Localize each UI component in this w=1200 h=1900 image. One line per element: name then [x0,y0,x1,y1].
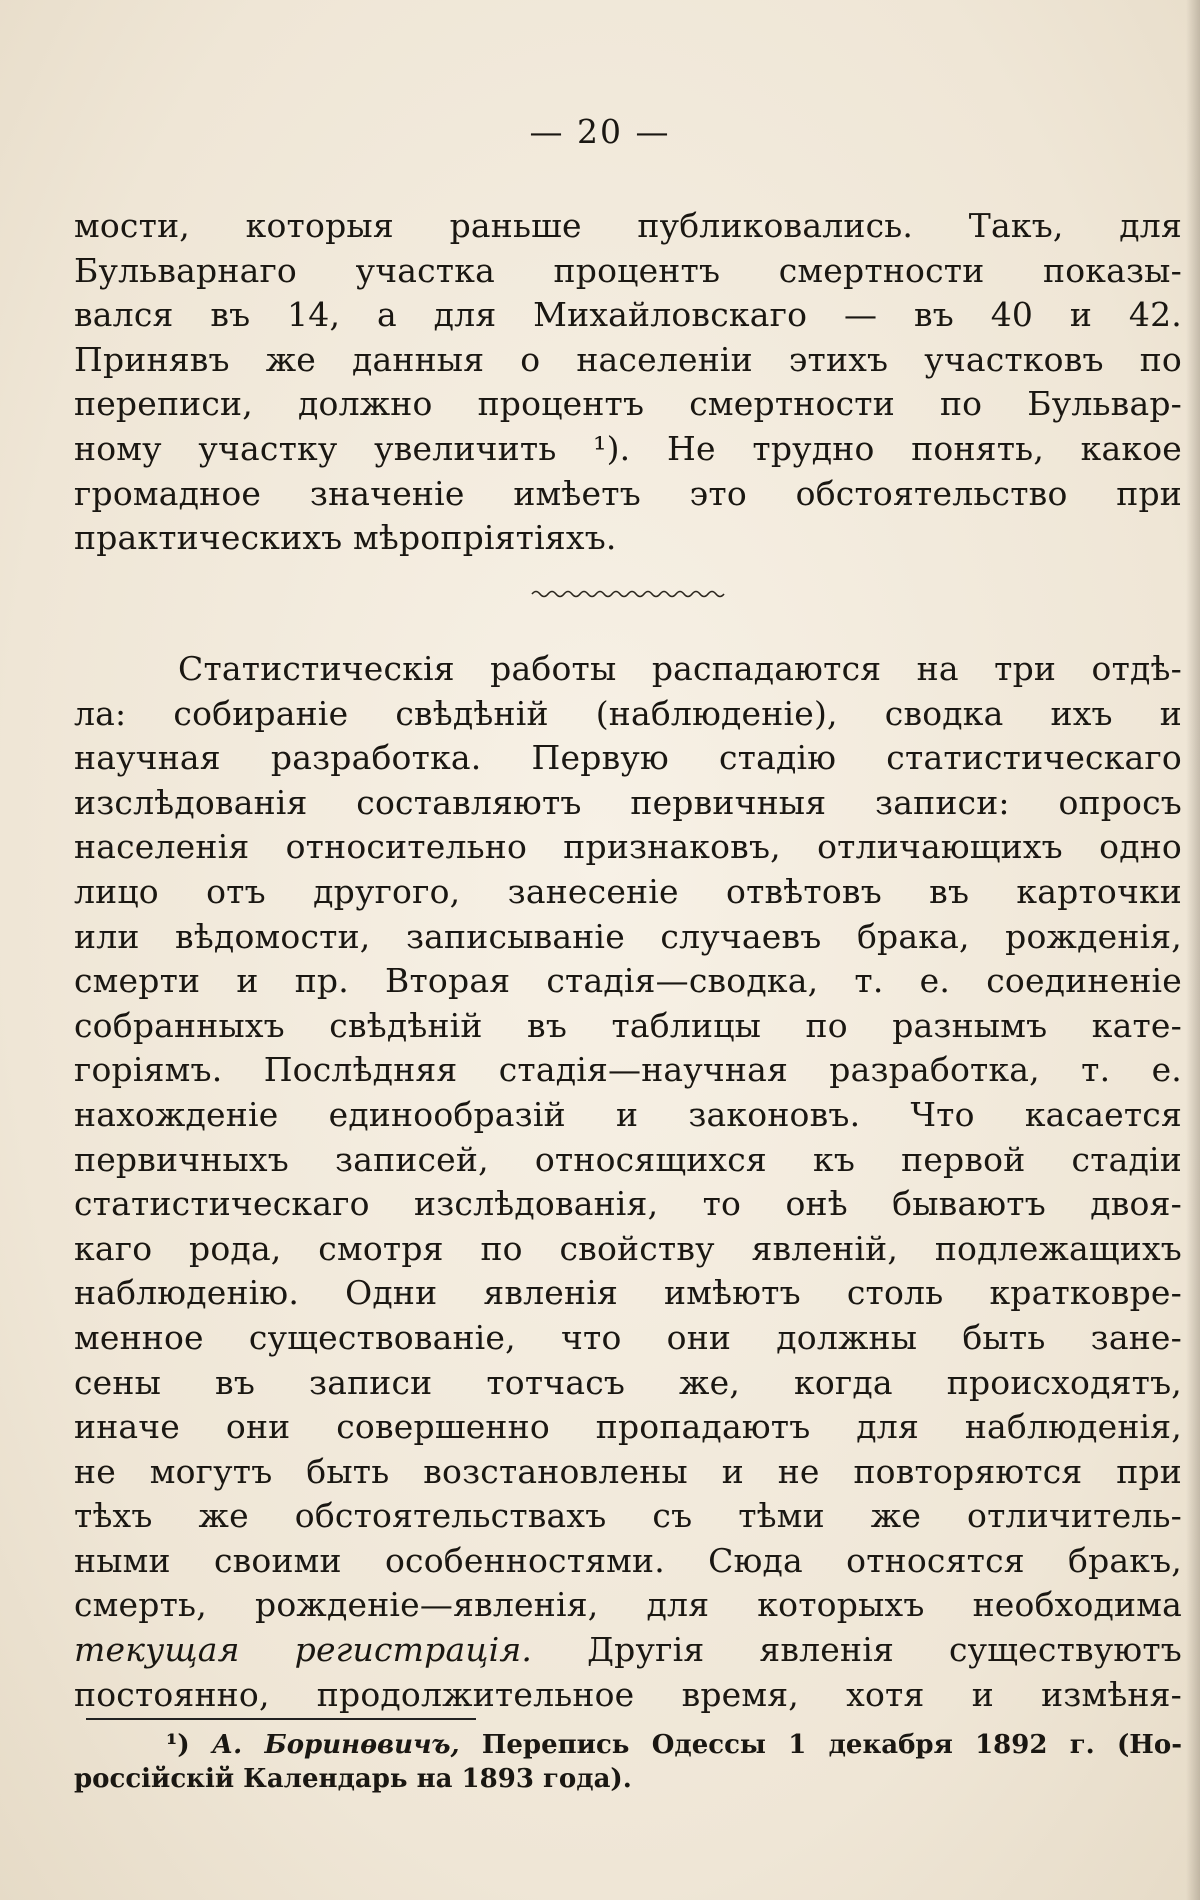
text-line: вался въ 14, а для Михайловскаго — въ 40 и 42. [74,295,1182,335]
text-line: переписи, должно процентъ смертности по Бульвар- [74,384,1182,424]
text-line: или вѣдомости, записываніе случаевъ брака, рожденія, [74,916,1182,956]
text-line: практическихъ мѣропріятіяхъ. [74,518,617,558]
footnote-rule [86,1718,476,1720]
page-edge-shadow [1186,0,1200,1900]
paragraph-1 [74,204,1182,561]
text-line: Статистическія работы распадаются на три отдѣ- [178,649,1182,688]
paragraph-2 [74,647,1182,1717]
text-line: каго рода, смотря по свойству явленій, подлежащихъ [74,1228,1182,1268]
footnote-text: Перепись Одессы 1 декабря 1892 г. (Но- [459,1730,1182,1760]
text-line: иначе они совершенно пропадаютъ для наблюденія, [74,1407,1182,1447]
text-line: населенія относительно признаковъ, отличающихъ одно [74,827,1182,867]
wavy-divider [530,588,730,600]
text-line: нахожденіе единообразій и законовъ. Что касается [74,1094,1182,1134]
text-line: первичныхъ записей, относящихся къ первой стадіи [74,1139,1182,1179]
text-line: постоянно, продолжительное время, хотя и измѣня- [74,1674,1182,1714]
text-line: собранныхъ свѣдѣній въ таблицы по разнымъ кате- [74,1005,1182,1045]
text-line: статистическаго изслѣдованія, то онѣ бываютъ двоя- [74,1184,1182,1224]
text-line: громадное значеніе имѣетъ это обстоятельство при [74,473,1182,513]
text-line: Бульварнаго участка процентъ смертности показы- [74,250,1182,290]
text-line: менное существованіе, что они должны быть зане- [74,1317,1182,1357]
text-line: ными своими особенностями. Сюда относятся бракъ, [74,1540,1182,1580]
text-line: смерть, рожденіе—явленія, для которыхъ необходима [74,1585,1182,1625]
footnote-line: россійскій Календарь на 1893 года). [74,1764,632,1794]
footnote-line [74,1728,1182,1762]
text-line: научная разработка. Первую стадію статистическаго [74,738,1182,778]
footnote-marker: ¹) [166,1730,190,1760]
text-line: горіямъ. Послѣдняя стадія—научная разработка, т. е. [74,1050,1182,1090]
text-line: сены въ записи тотчасъ же, когда происходятъ, [74,1362,1182,1402]
text-line-italic-phrase [74,1628,1182,1673]
page-number: — 20 — [529,112,671,151]
footnote-author: А. Боринѳвичъ, [211,1730,460,1760]
text-line: лицо отъ другого, занесеніе отвѣтовъ въ карточки [74,871,1182,911]
text-line: тѣхъ же обстоятельствахъ съ тѣми же отличитель- [74,1496,1182,1536]
text-line: ному участку увеличить ¹). Не трудно понять, какое [74,428,1182,468]
italic-phrase: текущая регистрація. [74,1630,533,1670]
text-line: наблюденію. Одни явленія имѣютъ столь кратковре- [74,1273,1182,1313]
text-line: не могутъ быть возстановлены и не повторяются при [74,1451,1182,1491]
text-line: изслѣдованія составляютъ первичныя записи: опросъ [74,782,1182,822]
text-fragment: Другія явленія существуютъ [532,1630,1183,1670]
text-line: мости, которыя раньше публиковались. Такъ, для [74,206,1182,245]
text-line: ла: собираніе свѣдѣній (наблюденіе), сводка ихъ и [74,693,1182,733]
text-line: Принявъ же данныя о населеніи этихъ участковъ по [74,339,1182,379]
footnote [74,1728,1182,1796]
text-line: смерти и пр. Вторая стадія—сводка, т. е. соединеніе [74,961,1182,1001]
